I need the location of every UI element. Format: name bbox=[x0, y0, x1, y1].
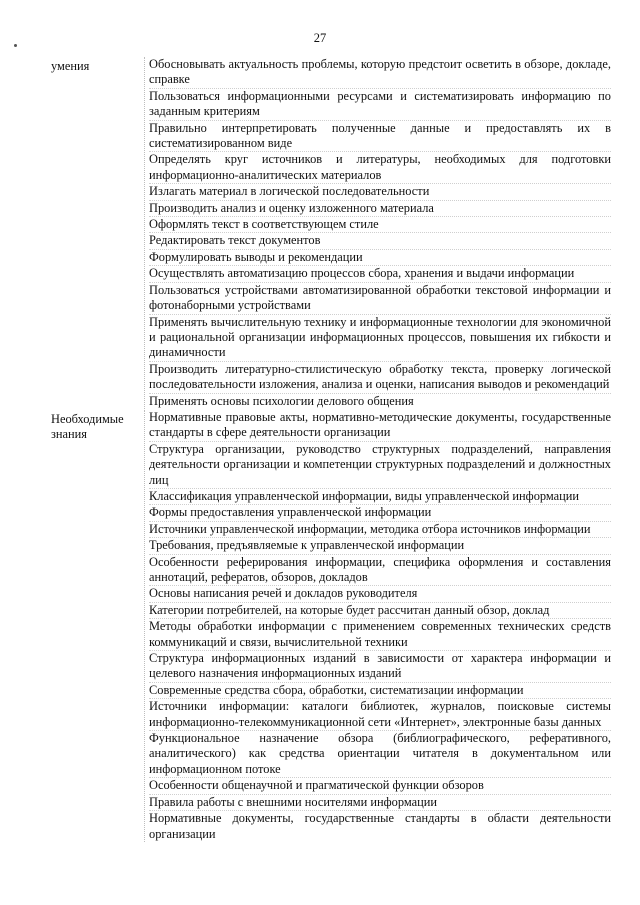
knowledge-item: Классификация управленческой информации, виды управленческой информации bbox=[149, 489, 611, 505]
knowledge-item: Функциональное назначение обзора (библиографического, реферативного, аналитического) как средства ориентации читателя в документальном или информационном потоке bbox=[149, 731, 611, 778]
skill-item: Определять круг источников и литературы, необходимых для подготовки информационно-аналитических материалов bbox=[149, 152, 611, 184]
knowledge-row bbox=[51, 410, 611, 842]
knowledge-item: Источники информации: каталоги библиотек, журналов, поисковые системы информационно-телекоммуникационной сети «Интернет», электронные базы данных bbox=[149, 699, 611, 731]
knowledge-item: Структура организации, руководство структурных подразделений, направления деятельности организации и компетенции структурных подразделений и должностных лиц bbox=[149, 442, 611, 489]
page-number: 27 bbox=[313, 31, 327, 45]
knowledge-label: Необходимые знания bbox=[51, 411, 124, 442]
knowledge-item: Нормативные правовые акты, нормативно-методические документы, государственные стандарты в сфере деятельности организации bbox=[149, 410, 611, 442]
skills-list bbox=[144, 57, 611, 409]
knowledge-item: Источники управленческой информации, методика отбора источников информации bbox=[149, 522, 611, 538]
skill-item: Производить литературно-стилистическую обработку текста, проверку логической последовательности изложения, анализа и оценки, написания выводов и рекомендаций bbox=[149, 362, 611, 394]
knowledge-item: Правила работы с внешними носителями информации bbox=[149, 795, 611, 811]
skill-item: Формулировать выводы и рекомендации bbox=[149, 250, 611, 266]
skill-item: Обосновывать актуальность проблемы, которую предстоит осветить в обзоре, докладе, справке bbox=[149, 57, 611, 89]
knowledge-item: Нормативные документы, государственные стандарты в области деятельности организации bbox=[149, 811, 611, 841]
knowledge-item: Структура информационных изданий в зависимости от характера информации и целевого назначения информационных изданий bbox=[149, 651, 611, 683]
knowledge-item: Формы предоставления управленческой информации bbox=[149, 505, 611, 521]
skill-item: Редактировать текст документов bbox=[149, 233, 611, 249]
skill-item: Пользоваться устройствами автоматизированной обработки текстовой информации и фотонаборными устройствами bbox=[149, 283, 611, 315]
knowledge-item: Категории потребителей, на которые будет рассчитан данный обзор, доклад bbox=[149, 603, 611, 619]
knowledge-item: Основы написания речей и докладов руководителя bbox=[149, 586, 611, 602]
knowledge-item: Особенности реферирования информации, специфика оформления и составления аннотаций, рефератов, обзоров, докладов bbox=[149, 555, 611, 587]
skill-item: Излагать материал в логической последовательности bbox=[149, 184, 611, 200]
skill-item: Производить анализ и оценку изложенного материала bbox=[149, 201, 611, 217]
requirements-table bbox=[51, 57, 611, 842]
knowledge-list bbox=[144, 410, 611, 842]
knowledge-item: Методы обработки информации с применением современных технических средств коммуникаций и связи, вычислительной техники bbox=[149, 619, 611, 651]
skill-item: Применять вычислительную технику и информационные технологии для экономичной и рациональной организации информационных процессов, повышения их гибкости и динамичности bbox=[149, 315, 611, 362]
knowledge-item: Требования, предъявляемые к управленческой информации bbox=[149, 538, 611, 554]
skills-label: умения bbox=[51, 59, 90, 73]
skill-item: Осуществлять автоматизацию процессов сбора, хранения и выдачи информации bbox=[149, 266, 611, 282]
skills-row bbox=[51, 57, 611, 409]
skill-item: Правильно интерпретировать полученные данные и предоставлять их в систематизированном виде bbox=[149, 121, 611, 153]
skill-item: Применять основы психологии делового общения bbox=[149, 393, 414, 408]
skill-item: Оформлять текст в соответствующем стиле bbox=[149, 217, 611, 233]
knowledge-item: Особенности общенаучной и прагматической функции обзоров bbox=[149, 778, 611, 794]
skill-item: Пользоваться информационными ресурсами и систематизировать информацию по заданным критериям bbox=[149, 89, 611, 121]
knowledge-item: Современные средства сбора, обработки, систематизации информации bbox=[149, 683, 611, 699]
